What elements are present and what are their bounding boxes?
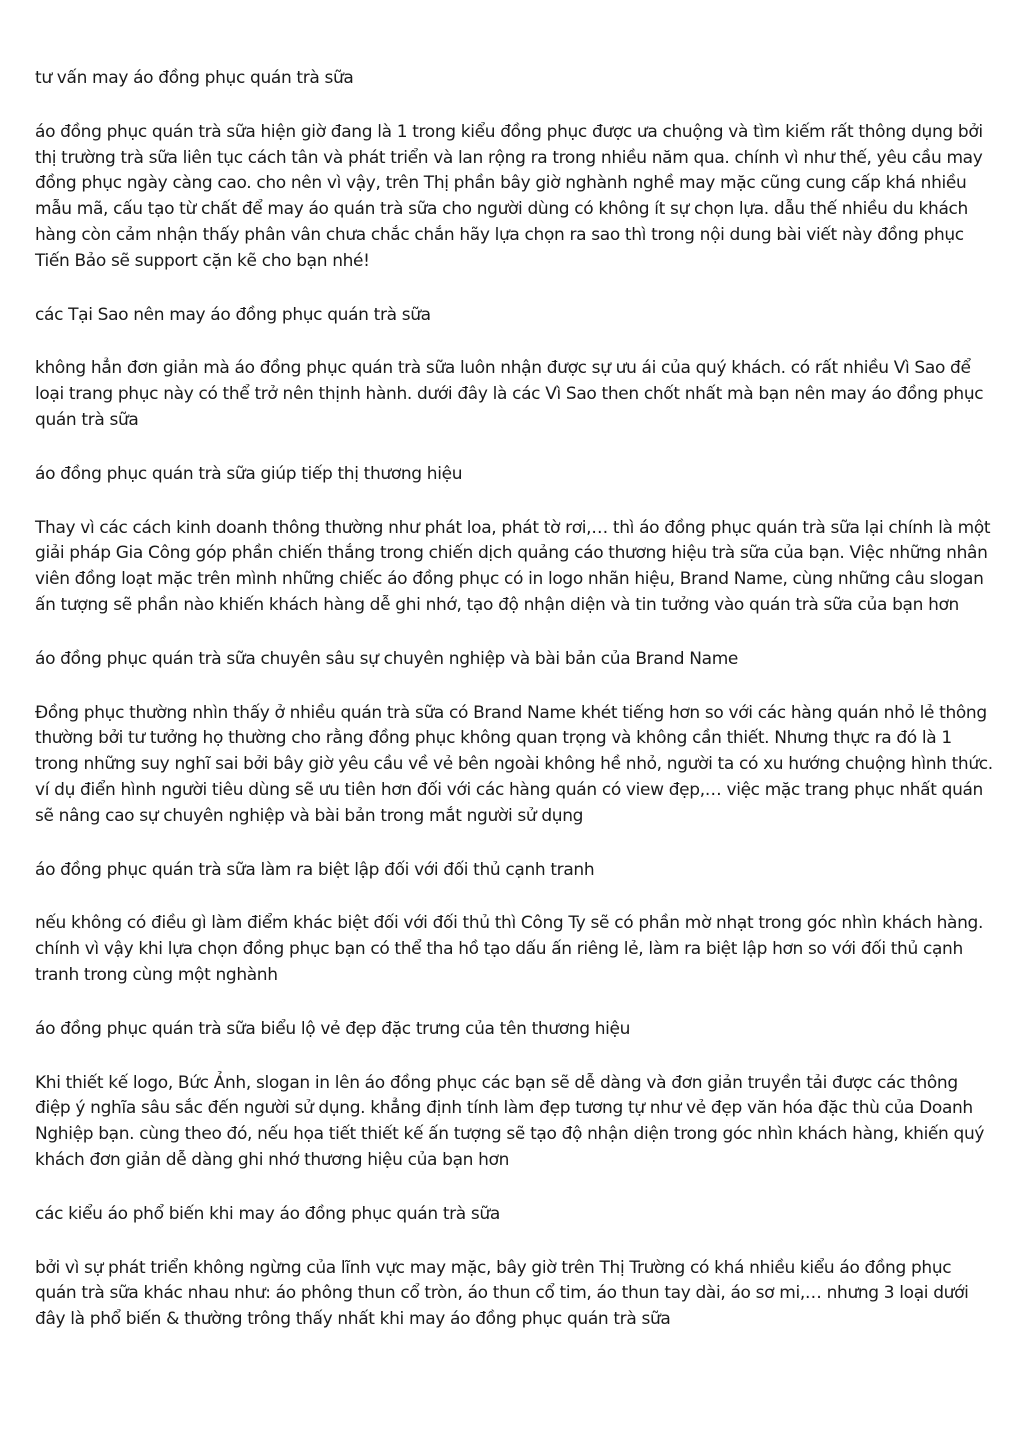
body-paragraph: áo đồng phục quán trà sữa hiện giờ đang là 1 trong kiểu đồng phục được ưa chuộng và tìm kiếm rất thông dụng bởi thị trường trà sữa liên tục cách tân và phát triển và lan rộng ra trong nhiều năm qua. chính vì như thế, yêu cầu may đồng phục ngày càng cao. cho nên vì vậy, trên Thị phần bây giờ nghành nghề may mặc cũng cung cấp khá nhiều mẫu mã, cấu tạo từ chất để may áo quán trà sữa cho người dùng có không ít sự chọn lựa. dẫu thế nhiều du khách hàng còn cảm nhận thấy phân vân chưa chắc chắn hãy lựa chọn ra sao thì trong nội dung bài viết này đồng phục Tiến Bảo sẽ support cặn kẽ cho bạn nhé!	[35, 121, 983, 271]
section-heading: áo đồng phục quán trà sữa biểu lộ vẻ đẹp đặc trưng của tên thương hiệu	[35, 1018, 631, 1039]
section-heading: các Tại Sao nên may áo đồng phục quán trà sữa	[35, 304, 431, 325]
body-paragraph: không hẳn đơn giản mà áo đồng phục quán trà sữa luôn nhận được sự ưu ái của quý khách. có rất nhiều Vì Sao để loại trang phục này có thể trở nên thịnh hành. dưới đây là các Vì Sao then chốt nhất mà bạn nên may áo đồng phục quán trà sữa	[35, 358, 984, 430]
body-paragraph: nếu không có điều gì làm điểm khác biệt đối với đối thủ thì Công Ty sẽ có phần mờ nhạt trong góc nhìn khách hàng. chính vì vậy khi lựa chọn đồng phục bạn có thể tha hồ tạo dấu ấn riêng lẻ, làm ra biệt lập hơn so với đối thủ cạnh tranh trong cùng một nghành	[35, 913, 983, 985]
section-heading: các kiểu áo phổ biến khi may áo đồng phục quán trà sữa	[35, 1203, 500, 1224]
body-paragraph: bởi vì sự phát triển không ngừng của lĩnh vực may mặc, bây giờ trên Thị Trường có khá nhiều kiểu áo đồng phục quán trà sữa khác nhau như: áo phông thun cổ tròn, áo thun cổ tim, áo thun tay dài, áo sơ mi,… nhưng 3 loại dưới đây là phổ biến & thường trông thấy nhất khi may áo đồng phục quán trà sữa	[35, 1257, 969, 1330]
body-paragraph: Thay vì các cách kinh doanh thông thường như phát loa, phát tờ rơi,… thì áo đồng phục quán trà sữa lại chính là một giải pháp Gia Công góp phần chiến thắng trong chiến dịch quảng cáo thương hiệu trà sữa của bạn. Việc những nhân viên đồng loạt mặc trên mình những chiếc áo đồng phục có in logo nhãn hiệu, Brand Name, cùng những câu slogan ấn tượng sẽ phần nào khiến khách hàng dễ ghi nhớ, tạo độ nhận diện và tin tưởng vào quán trà sữa của bạn hơn	[35, 517, 991, 615]
body-paragraph: Khi thiết kế logo, Bức Ảnh, slogan in lên áo đồng phục các bạn sẽ dễ dàng và đơn giản truyền tải được các thông điệp ý nghĩa sâu sắc đến người sử dụng. khẳng định tính làm đẹp tương tự như vẻ đẹp văn hóa đặc thù của Doanh Nghiệp bạn. cùng theo đó, nếu họa tiết thiết kế ấn tượng sẽ tạo độ nhận diện trong góc nhìn khách hàng, khiến quý khách đơn giản dễ dàng ghi nhớ thương hiệu của bạn hơn	[35, 1072, 985, 1170]
body-paragraph: Đồng phục thường nhìn thấy ở nhiều quán trà sữa có Brand Name khét tiếng hơn so với các hàng quán nhỏ lẻ thông thường bởi tư tưởng họ thường cho rằng đồng phục không quan trọng và không cần thiết. Nhưng thực ra đó là 1 trong những suy nghĩ sai bởi bây giờ yêu cầu về vẻ bên ngoài không hề nhỏ, người ta có xu hướng chuộng hình thức. ví dụ điển hình người tiêu dùng sẽ ưu tiên hơn đối với các hàng quán có view đẹp,… việc mặc trang phục nhất quán sẽ nâng cao sự chuyên nghiệp và bài bản trong mắt người sử dụng	[35, 702, 993, 826]
document-page	[35, 66, 995, 1361]
section-heading: tư vấn may áo đồng phục quán trà sữa	[35, 68, 354, 88]
section-heading: áo đồng phục quán trà sữa chuyên sâu sự chuyên nghiệp và bài bản của Brand Name	[35, 648, 739, 669]
section-heading: áo đồng phục quán trà sữa giúp tiếp thị thương hiệu	[35, 463, 463, 484]
section-heading: áo đồng phục quán trà sữa làm ra biệt lập đối với đối thủ cạnh tranh	[35, 859, 595, 880]
